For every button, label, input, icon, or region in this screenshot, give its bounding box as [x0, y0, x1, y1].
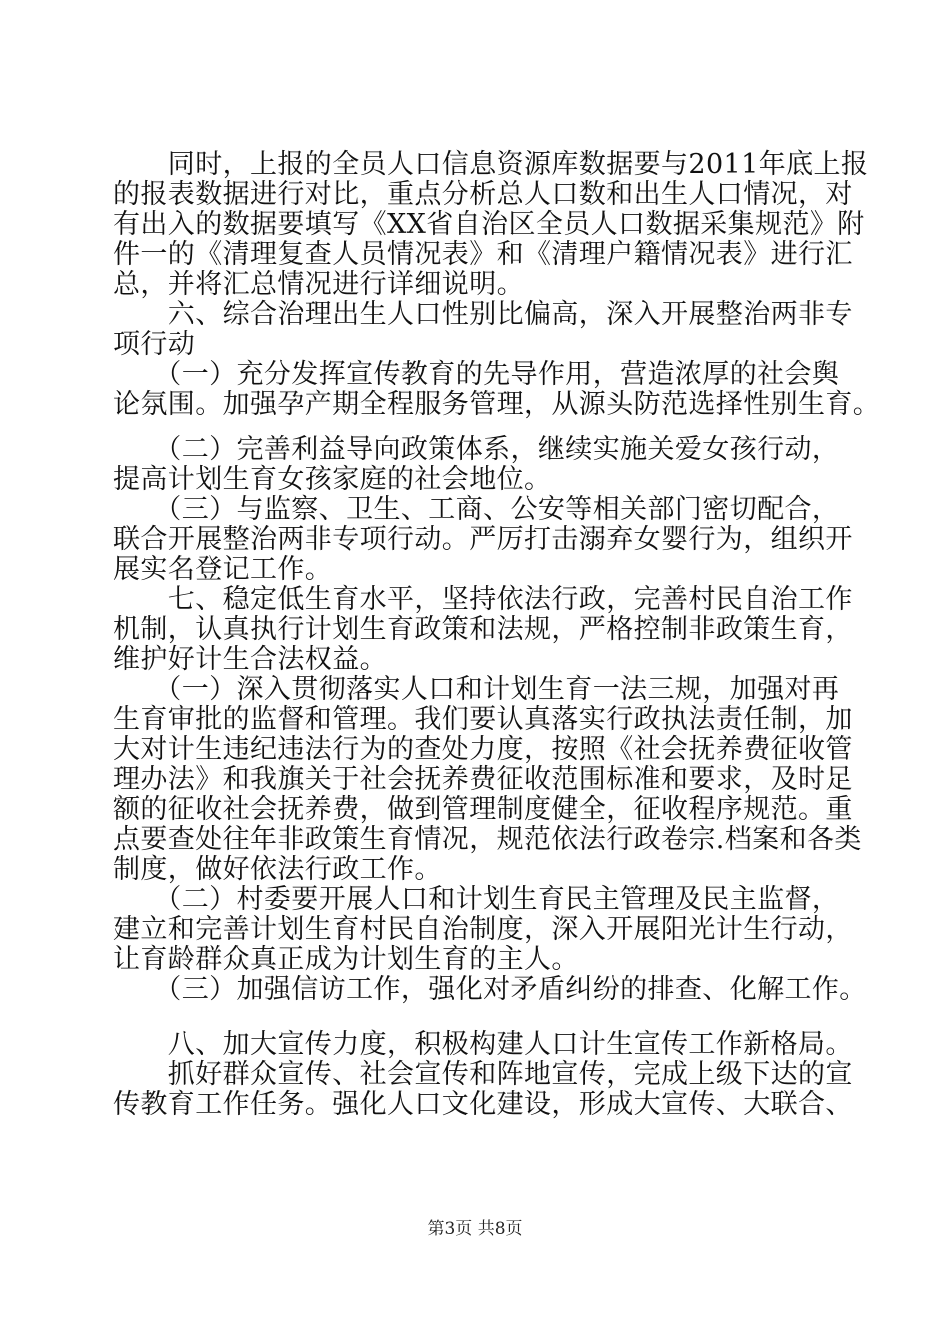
text-line: （一）充分发挥宣传教育的先导作用，营造浓厚的社会舆 — [113, 359, 840, 390]
text-line: 总，并将汇总情况进行详细说明。 — [113, 269, 524, 300]
text-line: 大对计生违纪违法行为的查处力度，按照《社会抚养费征收管 — [113, 734, 853, 765]
text-line: 论氛围。加强孕产期全程服务管理，从源头防范选择性别生育。 — [113, 389, 881, 420]
text-line: 联合开展整治两非专项行动。严厉打击溺弃女婴行为，组织开 — [113, 524, 853, 555]
text-line: 建立和完善计划生育村民自治制度，深入开展阳光计生行动， — [113, 914, 853, 945]
text-line: 抓好群众宣传、社会宣传和阵地宣传，完成上级下达的宣 — [113, 1059, 853, 1090]
text-line: 传教育工作任务。强化人口文化建设，形成大宣传、大联合、 — [113, 1089, 853, 1120]
text-line: （二）村委要开展人口和计划生育民主管理及民主监督， — [113, 884, 840, 915]
text-line: 展实名登记工作。 — [113, 554, 333, 585]
text-line: （三）加强信访工作，强化对矛盾纠纷的排查、化解工作。 — [113, 974, 867, 1005]
text-line: 额的征收社会抚养费，做到管理制度健全，征收程序规范。重 — [113, 794, 853, 825]
text-line: 理办法》和我旗关于社会抚养费征收范围标准和要求，及时足 — [113, 764, 853, 795]
page-number: 第3页 共8页 — [427, 1219, 523, 1239]
text-line: 点要查处往年非政策生育情况，规范依法行政卷宗.档案和各类 — [113, 824, 862, 855]
text-line: 机制，认真执行计划生育政策和法规，严格控制非政策生育， — [113, 614, 853, 645]
text-line: 有出入的数据要填写《XX省自治区全员人口数据采集规范》附 — [113, 209, 865, 240]
text-line: 生育审批的监督和管理。我们要认真落实行政执法责任制，加 — [113, 704, 853, 735]
text-line: 八、加大宣传力度，积极构建人口计生宣传工作新格局。 — [113, 1029, 853, 1060]
text-line: （二）完善利益导向政策体系，继续实施关爱女孩行动， — [113, 434, 840, 465]
text-line: 七、稳定低生育水平，坚持依法行政，完善村民自治工作 — [113, 584, 853, 615]
text-line: 提高计划生育女孩家庭的社会地位。 — [113, 464, 552, 495]
text-line: 件一的《清理复查人员情况表》和《清理户籍情况表》进行汇 — [113, 239, 853, 270]
text-line: （三）与监察、卫生、工商、公安等相关部门密切配合， — [113, 494, 840, 525]
text-line: 项行动 — [113, 329, 196, 360]
text-line: 维护好计生合法权益。 — [113, 644, 387, 675]
text-line: 让育龄群众真正成为计划生育的主人。 — [113, 944, 579, 975]
text-line: 同时，上报的全员人口信息资源库数据要与2011年底上报 — [113, 149, 869, 180]
text-line: （一）深入贯彻落实人口和计划生育一法三规，加强对再 — [113, 674, 840, 705]
text-line: 制度，做好依法行政工作。 — [113, 854, 442, 885]
text-line: 的报表数据进行对比，重点分析总人口数和出生人口情况，对 — [113, 179, 853, 210]
text-line: 六、综合治理出生人口性别比偏高，深入开展整治两非专 — [113, 299, 853, 330]
